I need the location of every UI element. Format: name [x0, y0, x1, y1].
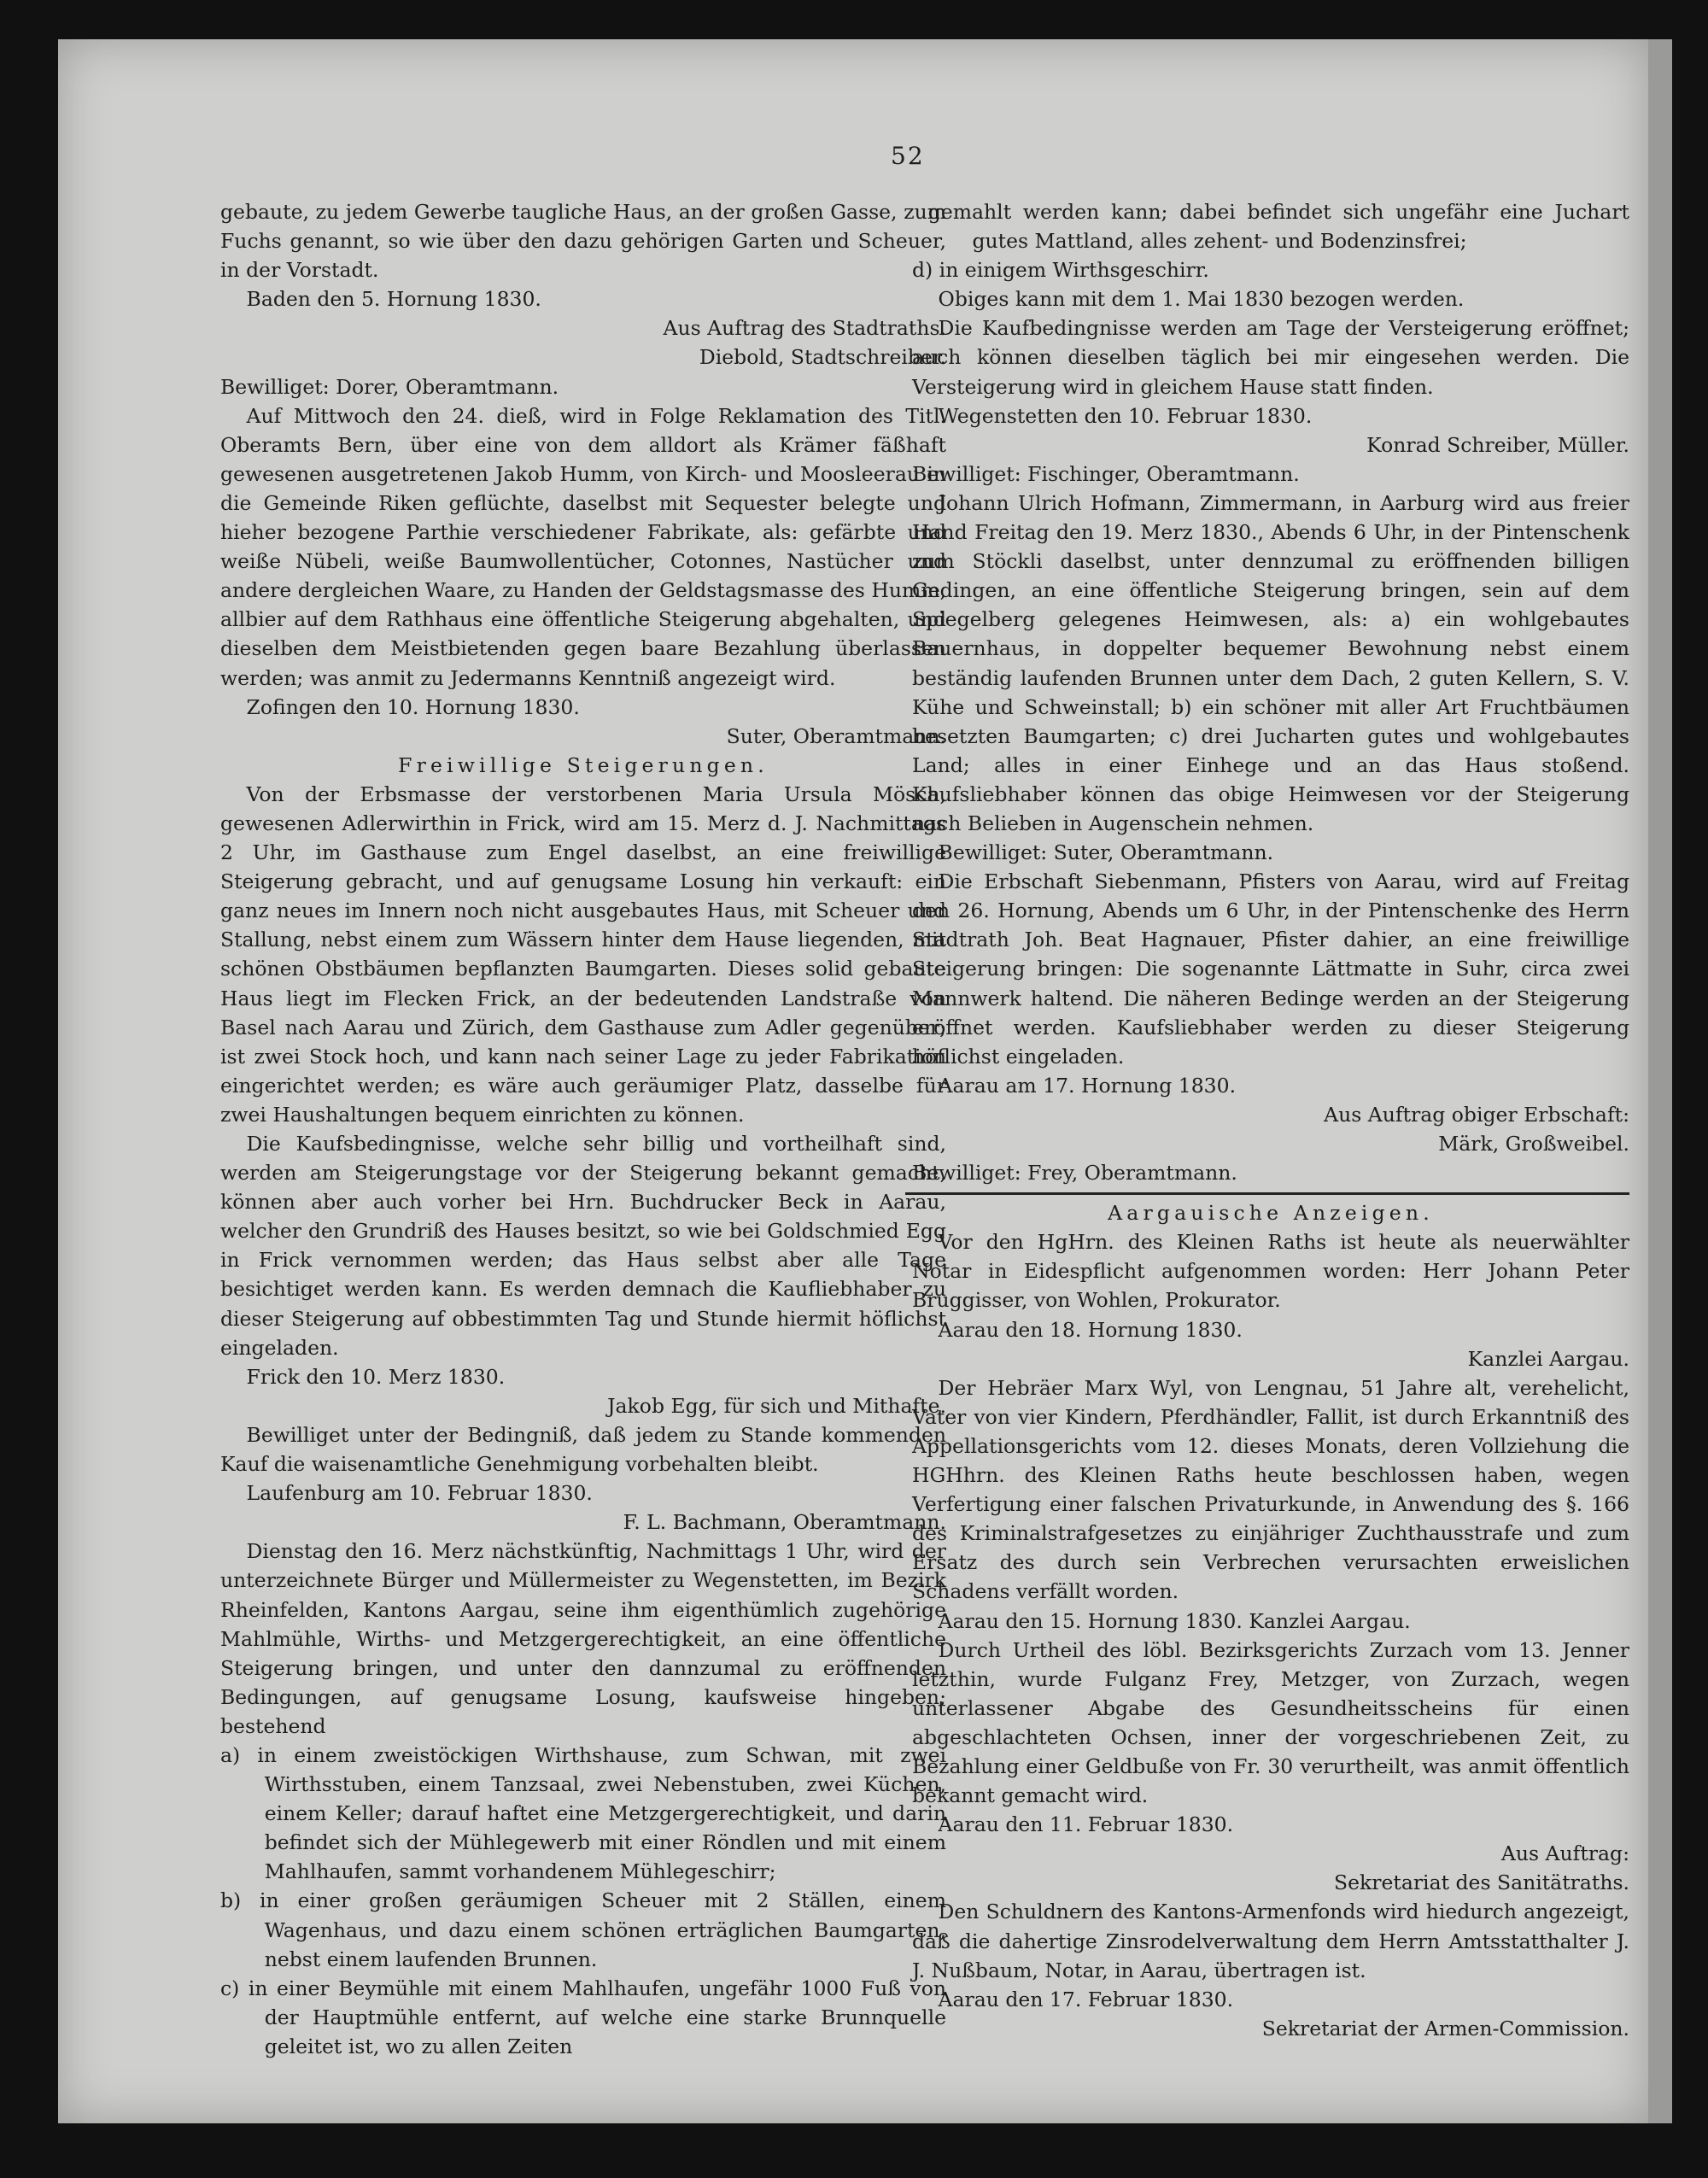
- right-column-paragraph: Wegenstetten den 10. Februar 1830.: [938, 403, 1313, 428]
- left-column: [220, 197, 946, 2061]
- left-column-paragraph: Die Kaufsbedingnisse, welche sehr billig und vortheilhaft sind, werden am Steigerungstage vor der Steigerung bekannt gemacht, können aber auch vorher bei Hrn. Buchdrucker Beck in Aarau, welcher den Grundriß des Hauses besitzt, so wie bei Goldschmied Egg in Frick vernommen werden; das Haus selbst aber alle Tage besichtiget werden kann. Es werden demnach die Kaufliebhaber zu dieser Steigerung auf obbestimmten Tag und Stunde hiermit höflichst eingeladen.: [220, 1132, 946, 1360]
- right-column-paragraph: Aarau am 17. Hornung 1830.: [938, 1073, 1237, 1098]
- left-column-paragraph: Bewilliget unter der Bedingniß, daß jedem zu Stande kommenden Kauf die waisenamtliche Genehmigung vorbehalten bleibt.: [220, 1422, 946, 1477]
- right-column-paragraph: Märk, Großweibel.: [1438, 1132, 1629, 1156]
- left-column-paragraph: b) in einer großen geräumigen Scheuer mit 2 Ställen, einem Wagenhaus, und dazu einem schönen erträglichen Baumgarten, nebst einem laufenden Brunnen.: [220, 1888, 946, 1971]
- right-column-paragraph: Die Kaufbedingnisse werden am Tage der Versteigerung eröffnet; auch können dieselben täglich bei mir eingesehen werden. Die Versteigerung wird in gleichem Hause statt finden.: [912, 316, 1629, 399]
- right-column-paragraph: Vor den HgHrn. des Kleinen Raths ist heute als neuerwählter Notar in Eidespflicht aufgenommen worden: Herr Johann Peter Bruggisser, von Wohlen, Prokurator.: [912, 1230, 1629, 1313]
- right-column-paragraph: Aargauische Anzeigen.: [1108, 1201, 1434, 1226]
- left-column-paragraph: Diebold, Stadtschreiber.: [699, 345, 946, 370]
- right-column-paragraph: Kanzlei Aargau.: [1467, 1346, 1629, 1371]
- right-column-paragraph: Aarau den 18. Hornung 1830.: [938, 1317, 1243, 1342]
- right-column-paragraph: Sekretariat der Armen-Commission.: [1261, 2016, 1629, 2040]
- right-column-paragraph: Johann Ulrich Hofmann, Zimmermann, in Aarburg wird aus freier Hand Freitag den 19. Merz 1830., Abends 6 Uhr, in der Pintenschenk zum Stöckli daselbst, unter dennzumal zu eröffnenden billigen Gedingen, an eine öffentliche Steigerung bringen, sein auf dem Spiegelberg gelegenes Heimwesen, als: a) ein wohlgebautes Bauernhaus, in doppelter bequemer Bewohnung nebst einem beständig laufenden Brunnen unter dem Dach, 2 guten Kellern, S. V. Kühe und Schweinstall; b) ein schöner mit aller Art Fruchtbäumen besetzten Baumgarten; c) drei Jucharten gutes und wohlgebautes Land; alles in einer Einhege und an das Haus stoßend. Kaufsliebhaber können das obige Heimwesen vor der Steigerung nach Belieben in Augenschein nehmen.: [912, 490, 1629, 835]
- left-column-paragraph: Frick den 10. Merz 1830.: [246, 1364, 506, 1389]
- right-column-paragraph: d) in einigem Wirthsgeschirr.: [912, 258, 1209, 283]
- left-column-paragraph: Laufenburg am 10. Februar 1830.: [246, 1481, 593, 1506]
- right-column-paragraph: Bewilliget: Frey, Oberamtmann.: [912, 1161, 1237, 1186]
- left-column-paragraph: a) in einem zweistöckigen Wirthshause, zum Schwan, mit zwei Wirthsstuben, einem Tanzsaal, zwei Nebenstuben, zwei Küchen, einem Keller; darauf haftet eine Metzgergerechtigkeit, und darin befindet sich der Mühlegewerb mit einer Röndlen und mit einem Mahlhaufen, sammt vorhandenem Mühlegeschirr;: [220, 1742, 946, 1884]
- right-column-paragraph: Aarau den 17. Februar 1830.: [938, 1987, 1234, 2011]
- left-column-paragraph: Zofingen den 10. Hornung 1830.: [246, 694, 580, 719]
- right-column-paragraph: Den Schuldnern des Kantons-Armenfonds wird hiedurch angezeigt, daß die dahertige Zinsrodelverwaltung dem Herrn Amtsstatthalter J. J. Nußbaum, Notar, in Aarau, übertragen ist.: [912, 1900, 1629, 1982]
- right-column: [912, 197, 1629, 2043]
- page-number: 52: [891, 142, 925, 170]
- right-column-paragraph: Obiges kann mit dem 1. Mai 1830 bezogen werden.: [938, 287, 1465, 312]
- right-column-paragraph: gemahlt werden kann; dabei befindet sich ungefähr eine Juchart gutes Mattland, alles zehent- und Bodenzinsfrei;: [927, 200, 1629, 254]
- left-column-paragraph: Jakob Egg, für sich und Mithafte.: [607, 1393, 946, 1418]
- newspaper-page: [58, 39, 1648, 2123]
- right-column-paragraph: Konrad Schreiber, Müller.: [1366, 432, 1629, 457]
- left-column-paragraph: Bewilliget: Dorer, Oberamtmann.: [220, 374, 559, 399]
- left-column-paragraph: Aus Auftrag des Stadtraths.: [663, 316, 946, 341]
- right-column-paragraph: Durch Urtheil des löbl. Bezirksgerichts Zurzach vom 13. Jenner letzthin, wurde Fulganz Frey, Metzger, von Zurzach, wegen unterlassener Abgabe des Gesundheitsscheins für einen abgeschlachteten Ochsen, inner der vorgeschriebenen Zeit, zu Bezahlung einer Geldbuße von Fr. 30 verurtheilt, was anmit öffentlich bekannt gemacht wird.: [912, 1637, 1629, 1808]
- section-rule: [905, 1192, 1629, 1195]
- right-column-paragraph: Aarau den 15. Hornung 1830. Kanzlei Aargau.: [938, 1608, 1411, 1633]
- right-column-paragraph: Bewilliget: Suter, Oberamtmann.: [938, 840, 1274, 865]
- next-page-edge: [1648, 39, 1672, 2123]
- right-column-paragraph: Aus Auftrag:: [1500, 1841, 1629, 1866]
- left-column-paragraph: F. L. Bachmann, Oberamtmann.: [623, 1510, 946, 1535]
- left-column-paragraph: Auf Mittwoch den 24. dieß, wird in Folge Reklamation des Titl. Oberamts Bern, über eine von dem alldort als Krämer fäßhaft gewesenen ausgetretenen Jakob Humm, von Kirch- und Moosleerau in die Gemeinde Riken geflüchte, daselbst mit Sequester belegte und hieher bezogene Parthie verschiedener Fabrikate, als: gefärbte und weiße Nübeli, weiße Baumwollentücher, Cotonnes, Nastücher und andere dergleichen Waare, zu Handen der Geldstagsmasse des Humm, allbier auf dem Rathhaus eine öffentliche Steigerung abgehalten, und dieselben dem Meistbietenden gegen baare Bezahlung überlassen werden; was anmit zu Jedermanns Kenntniß angezeigt wird.: [220, 403, 946, 690]
- right-column-paragraph: Der Hebräer Marx Wyl, von Lengnau, 51 Jahre alt, verehelicht, Vater von vier Kindern, Pferdhändler, Fallit, ist durch Erkanntniß des Appellationsgerichts vom 12. dieses Monats, deren Vollziehung die HGHhrn. des Kleinen Raths heute beschlossen haben, wegen Verfertigung einer falschen Privaturkunde, in Anwendung des §. 166 des Kriminalstrafgesetzes zu einjähriger Zuchthausstrafe und zum Ersatz des durch sein Verbrechen verursachten erweislichen Schadens verfällt worden.: [912, 1375, 1629, 1604]
- left-column-paragraph: Freiwillige Steigerungen.: [398, 752, 769, 777]
- right-column-paragraph: Bewilliget: Fischinger, Oberamtmann.: [912, 461, 1300, 486]
- right-column-paragraph: Aarau den 11. Februar 1830.: [938, 1812, 1234, 1837]
- right-column-paragraph: Sekretariat des Sanitätraths.: [1333, 1871, 1629, 1895]
- left-column-paragraph: Baden den 5. Hornung 1830.: [246, 287, 541, 312]
- left-column-paragraph: gebaute, zu jedem Gewerbe taugliche Haus, an der großen Gasse, zum Fuchs genannt, so wie über den dazu gehörigen Garten und Scheuer, in der Vorstadt.: [220, 200, 946, 283]
- right-column-paragraph: Die Erbschaft Siebenmann, Pfisters von Aarau, wird auf Freitag den 26. Hornung, Abends um 6 Uhr, in der Pintenschenke des Herrn Stadtrath Joh. Beat Hagnauer, Pfister dahier, an eine freiwillige Steigerung bringen: Die sogenannte Lättmatte in Suhr, circa zwei Mannwerk haltend. Die näheren Bedinge werden an der Steigerung eröffnet werden. Kaufsliebhaber werden zu dieser Steigerung höflichst eingeladen.: [912, 869, 1629, 1069]
- left-column-paragraph: Von der Erbsmasse der verstorbenen Maria Ursula Mösch, gewesenen Adlerwirthin in Frick, wird am 15. Merz d. J. Nachmittags 2 Uhr, im Gasthause zum Engel daselbst, an eine freiwillige Steigerung gebracht, und auf genugsame Losung hin verkauft: ein ganz neues im Innern noch nicht ausgebautes Haus, mit Scheuer und Stallung, nebst einem zum Wässern hinter dem Hause liegenden, mit schönen Obstbäumen bepflanzten Baumgarten. Dieses solid gebaute Haus liegt im Flecken Frick, an der bedeutenden Landstraße von Basel nach Aarau und Zürich, dem Gasthause zum Adler gegenüber; ist zwei Stock hoch, und kann nach seiner Lage zu jeder Fabrikation eingerichtet werden; es wäre auch geräumiger Platz, dasselbe für zwei Haushaltungen bequem einrichten zu können.: [220, 782, 946, 1127]
- right-column-paragraph: Aus Auftrag obiger Erbschaft:: [1324, 1102, 1629, 1127]
- left-column-paragraph: Suter, Oberamtmann.: [726, 723, 946, 748]
- left-column-paragraph: c) in einer Beymühle mit einem Mahlhaufen, ungefähr 1000 Fuß von der Hauptmühle entfernt, auf welche eine starke Brunnquelle geleitet ist, wo zu allen Zeiten: [220, 1976, 946, 2058]
- left-column-paragraph: Dienstag den 16. Merz nächstkünftig, Nachmittags 1 Uhr, wird der unterzeichnete Bürger und Müllermeister zu Wegenstetten, im Bezirk Rheinfelden, Kantons Aargau, seine ihm eigenthümlich zugehörige Mahlmühle, Wirths- und Metzgergerechtigkeit, an eine öffentliche Steigerung bringen, und unter den dannzumal zu eröffnenden Bedingungen, auf genugsame Losung, kaufsweise hingeben; bestehend: [220, 1539, 946, 1738]
